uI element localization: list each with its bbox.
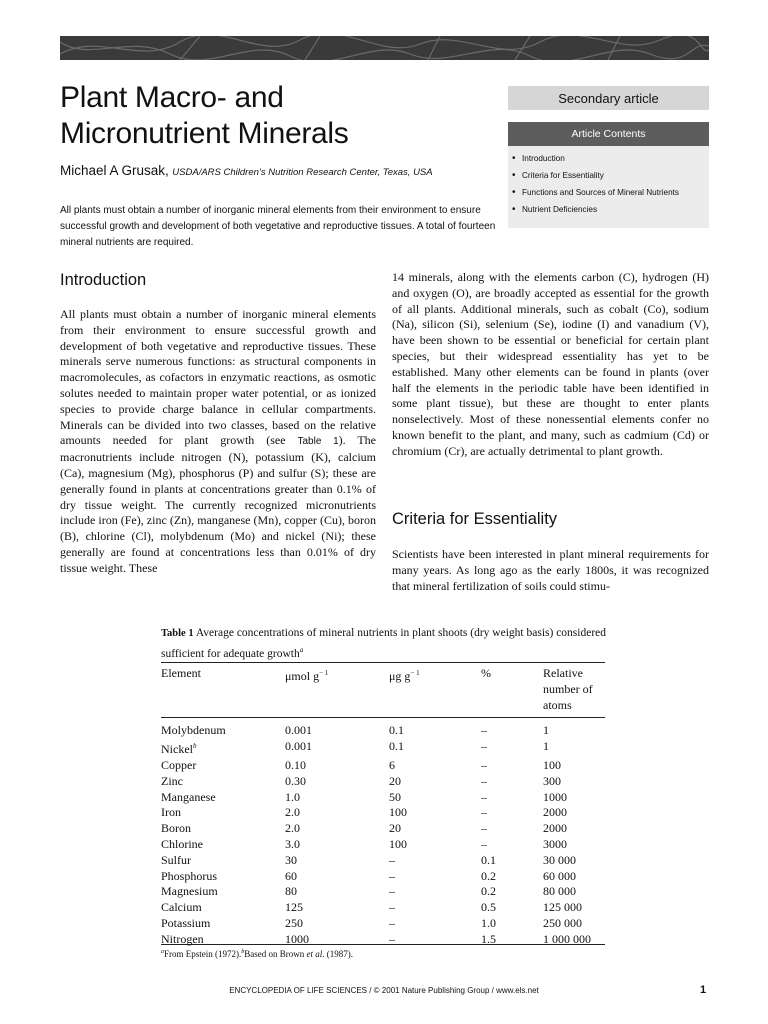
table-cell: Nickel$^b$: [161, 742, 197, 757]
table-cell: 0.10: [285, 757, 306, 772]
table-cell: –: [481, 739, 487, 754]
table-cell: –: [481, 723, 487, 738]
page-footer: ENCYCLOPEDIA OF LIFE SCIENCES / © 2001 Nature Publishing Group / www.els.net: [229, 986, 539, 995]
table-cell: 1: [543, 723, 549, 738]
table-cell: Calcium: [161, 900, 202, 915]
article-title: [60, 80, 500, 152]
contents-item-introduction[interactable]: • Introduction: [508, 150, 709, 167]
abstract: All plants must obtain a number of inorganic mineral elements from their environment to ensure successful growth and development of both vegetative and reproductive tissues. A total of fourteen mineral nutrients are required.: [60, 205, 496, 248]
table-cell: 3.0: [285, 836, 300, 851]
page-number: 1: [700, 984, 707, 996]
table-cell: 125 000: [543, 900, 582, 915]
right-column: [392, 270, 709, 460]
table-top-rule: [161, 662, 605, 663]
footnote-a: From Epstein (1972).: [164, 949, 242, 959]
table-row: [161, 837, 605, 853]
table-cell: 60: [285, 868, 297, 883]
table-row: [161, 758, 605, 774]
table-cell: 100: [389, 805, 407, 820]
title-line-1: Plant Macro- and: [60, 81, 284, 114]
intro-text-a: All plants must obtain a number of inorganic mineral elements from their environment to ensure successful growth and development of both vegetative and reproductive tissues. These minerals serve numerous functions: as structural components in macromolecules, as cofactors in enzymatic reactions, as osmotic solutes needed to maintain proper water potential, or as ionized species to provide charge balance in cellular compartments. Minerals can be divided into two classes, based on the relative amounts needed for plant growth (see: [60, 307, 376, 448]
criteria-column: [392, 547, 709, 594]
table-caption-text: Average concentrations of mineral nutrients in plant shoots (dry weight basis) considered sufficient for adequate growth: [161, 627, 607, 660]
table-cell: Sulfur: [161, 852, 191, 867]
footnote-b-post: . (1987).: [322, 949, 353, 959]
table-cell: 100: [389, 836, 407, 851]
secondary-article-label: Secondary article: [508, 86, 709, 110]
table-row: [161, 739, 605, 758]
table-1-reference[interactable]: Table 1: [297, 436, 339, 448]
table-cell: Copper: [161, 757, 197, 772]
title-line-2: Micronutrient Minerals: [60, 117, 349, 150]
table-cell: –: [389, 915, 395, 930]
table-cell: –: [481, 821, 487, 836]
nutrient-table: [161, 666, 605, 948]
header-umol: μmol $g^{- 1}$: [285, 669, 329, 683]
table-row: [161, 916, 605, 932]
table-cell: –: [481, 789, 487, 804]
introduction-heading: Introduction: [60, 271, 147, 289]
table-cell: 3000: [543, 836, 567, 851]
table-caption: [161, 625, 621, 662]
table-row: [161, 723, 605, 739]
table-cell: 2.0: [285, 821, 300, 836]
criteria-paragraph-1: Scientists have been interested in plant mineral requirements for many years. As long ago as the early 1800s, it was recognized that mineral fertilization of soils could stimu-: [392, 547, 709, 593]
contents-item-criteria[interactable]: • Criteria for Essentiality: [508, 167, 709, 184]
table-cell: 80: [285, 884, 297, 899]
header-ug: μg $g^{- 1}$: [389, 669, 420, 683]
footnote-b-pre: Based on Brown: [244, 949, 307, 959]
table-cell: Nitrogen: [161, 931, 204, 946]
table-cell: –: [481, 805, 487, 820]
table-cell: 1.5: [481, 931, 496, 946]
article-contents-heading: Article Contents: [508, 122, 709, 146]
table-header-row: [161, 666, 605, 723]
table-cell: Potassium: [161, 915, 211, 930]
table-cell: 300: [543, 773, 561, 788]
table-cell: Zinc: [161, 773, 183, 788]
table-cell: 125: [285, 900, 303, 915]
nickel-note-mark: b: [193, 742, 197, 751]
table-row: [161, 932, 605, 948]
table-cell: 6: [389, 757, 395, 772]
table-cell: 20: [389, 773, 401, 788]
intro-paragraph-1: [60, 307, 376, 577]
table-cell: Molybdenum: [161, 723, 226, 738]
table-cell: 30: [285, 852, 297, 867]
table-cell: 0.1: [481, 852, 496, 867]
table-cell: –: [389, 852, 395, 867]
contents-item-functions[interactable]: • Functions and Sources of Mineral Nutrients: [508, 184, 709, 201]
left-column: [60, 307, 376, 577]
table-cell: –: [481, 757, 487, 772]
table-cell: 1000: [285, 931, 309, 946]
table-cell: –: [389, 931, 395, 946]
table-cell: 1: [543, 739, 549, 754]
table-cell: 0.1: [389, 723, 404, 738]
table-cell: 2000: [543, 821, 567, 836]
author-name: Michael A Grusak,: [60, 163, 169, 178]
table-cell: –: [481, 773, 487, 788]
article-contents-list: [508, 146, 709, 228]
footnote-a-mark: a: [161, 949, 164, 955]
table-label: Table 1: [161, 628, 194, 639]
table-cell: Manganese: [161, 789, 216, 804]
contents-item-deficiencies[interactable]: • Nutrient Deficiencies: [508, 201, 709, 218]
table-footnote: [161, 949, 353, 959]
header-element: Element: [161, 666, 201, 680]
intro-paragraph-2: 14 minerals, along with the elements carbon (C), hydrogen (H) and oxygen (O), are broadly accepted as essential for the growth of all plants. Additional minerals, such as cobalt (Co), sodium (Na), silicon (Si), selenium (Se), iodine (I) and vanadium (V), have been shown to be essential or beneficial for certain plant species, but their widespread essentiality has yet to be established. Many other elements can be found in plants (over half the elements in the periodic table have been identified in some plant tissue), but these are thought to enter plants nonselectively. Most of these nonessential elements confer no known benefit to the plant, and many, such as cadmium (Cd) or chromium (Cr), are actually detrimental to plant growth.: [392, 270, 709, 458]
table-cell: 80 000: [543, 884, 576, 899]
table-row: [161, 790, 605, 806]
table-body: [161, 723, 605, 947]
table-cell: 0.5: [481, 900, 496, 915]
table-cell: –: [389, 868, 395, 883]
table-cell: Magnesium: [161, 884, 218, 899]
header-relative-atoms: Relative number of atoms: [543, 666, 593, 712]
table-cell: 20: [389, 821, 401, 836]
table-cell: Iron: [161, 805, 181, 820]
table-cell: 1.0: [285, 789, 300, 804]
table-row: [161, 900, 605, 916]
table-cell: 2000: [543, 805, 567, 820]
table-cell: –: [481, 836, 487, 851]
table-cell: 1.0: [481, 915, 496, 930]
header-banner: [60, 36, 709, 60]
table-row: [161, 884, 605, 900]
table-row: [161, 869, 605, 885]
author-line: [60, 163, 433, 178]
table-cell: 100: [543, 757, 561, 772]
table-cell: Phosphorus: [161, 868, 218, 883]
table-cell: 0.2: [481, 884, 496, 899]
table-cell: 50: [389, 789, 401, 804]
footnote-b-mark: b: [241, 949, 245, 955]
table-cell: 250: [285, 915, 303, 930]
table-cell: Chlorine: [161, 836, 203, 851]
author-affiliation: USDA/ARS Children’s Nutrition Research Center, Texas, USA: [172, 167, 433, 178]
table-cell: 0.2: [481, 868, 496, 883]
table-cell: 60 000: [543, 868, 576, 883]
table-row: [161, 805, 605, 821]
table-cell: 30 000: [543, 852, 576, 867]
table-row: [161, 774, 605, 790]
table-cell: –: [389, 900, 395, 915]
table-cell: 1 000 000: [543, 931, 591, 946]
caption-note-mark: a: [299, 646, 304, 654]
footnote-b-etal: et al: [306, 949, 323, 959]
table-row: [161, 821, 605, 837]
table-cell: 0.001: [285, 723, 312, 738]
table-cell: Boron: [161, 821, 191, 836]
table-cell: –: [389, 884, 395, 899]
table-cell: 0.30: [285, 773, 306, 788]
intro-text-b: ). The macronutrients include nitrogen (N), potassium (K), calcium (Ca), magnesium (Mg), phosphorus (P) and sulfur (S); these are generally found in plants at concentrations greater than 0.1% of dry tissue weight. The currently recognized micronutrients include iron (Fe), zinc (Zn), manganese (Mn), copper (Cu), boron (B), chlorine (Cl), molybdenum (Mo) and nickel (Ni); these generally are found at concentrations less than 0.01% of dry tissue weight. These: [60, 433, 376, 575]
table-cell: 0.1: [389, 739, 404, 754]
criteria-heading: Criteria for Essentiality: [392, 510, 558, 528]
header-percent: %: [481, 666, 491, 680]
table-cell: 2.0: [285, 805, 300, 820]
table-cell: 250 000: [543, 915, 582, 930]
table-cell: 1000: [543, 789, 567, 804]
table-row: [161, 853, 605, 869]
table-cell: 0.001: [285, 739, 312, 754]
